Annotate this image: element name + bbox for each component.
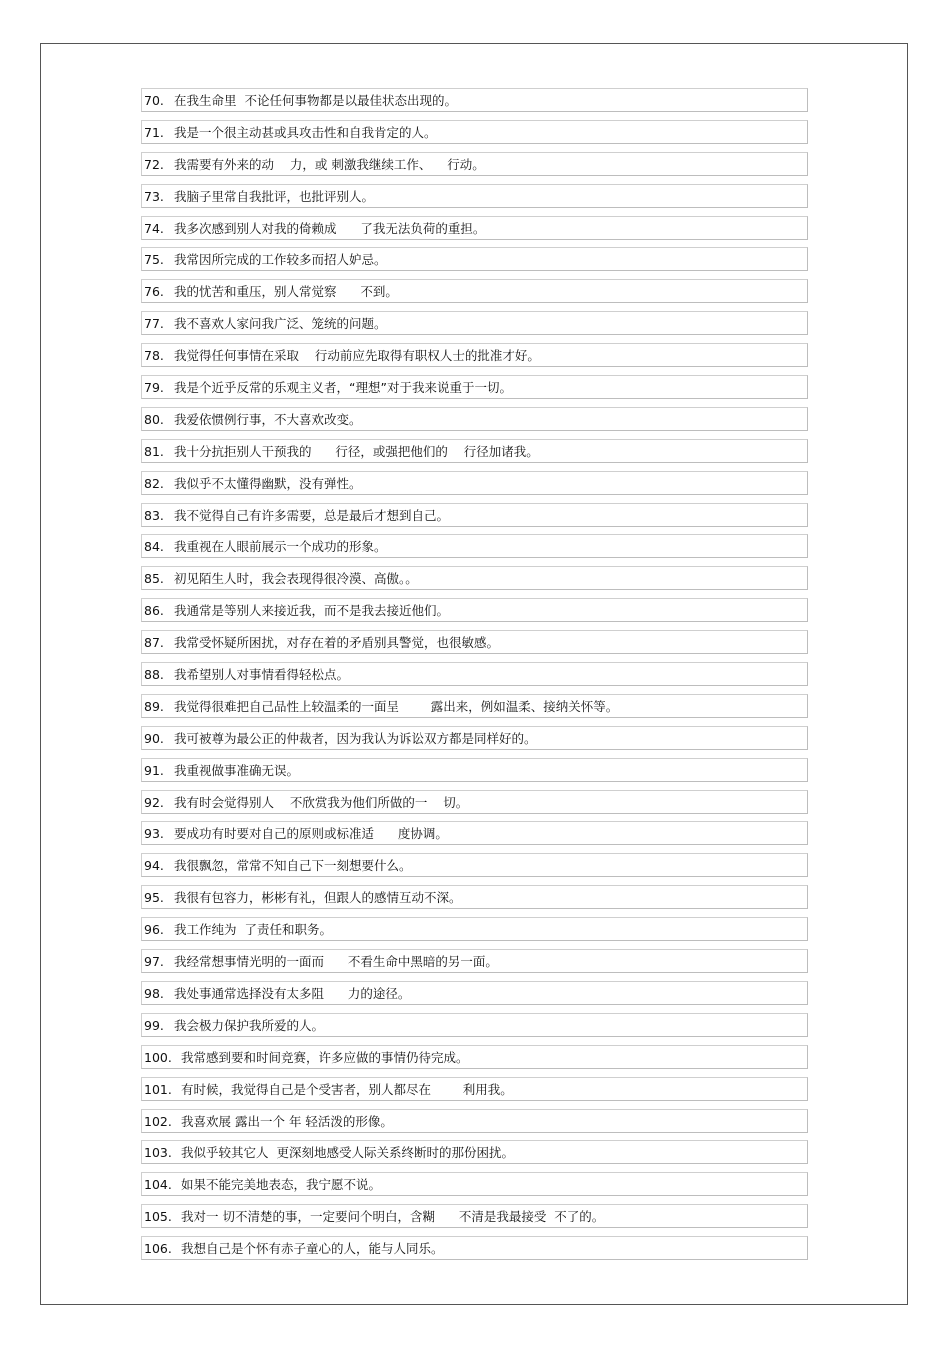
list-item xyxy=(141,1204,808,1228)
list-item xyxy=(141,471,808,495)
item-text: 我觉得很难把自己品性上较温柔的一面呈 露出来，例如温柔、接纳关怀等。 xyxy=(174,698,619,714)
item-number: 85. xyxy=(144,571,164,587)
item-text: 我常因所完成的工作较多而招人妒忌。 xyxy=(174,252,387,268)
list-item xyxy=(141,343,808,367)
list-item xyxy=(141,694,808,718)
item-number: 105. xyxy=(144,1209,172,1225)
list-item xyxy=(141,758,808,782)
item-text: 我常受怀疑所困扰，对存在着的矛盾别具警觉，也很敏感。 xyxy=(174,635,500,651)
item-text: 我是一个很主动甚或具攻击性和自我肯定的人。 xyxy=(174,124,437,140)
item-text: 我觉得任何事情在采取 行动前应先取得有职权人士的批准才好。 xyxy=(174,348,540,364)
item-text: 我是个近乎反常的乐观主义者，“理想”对于我来说重于一切。 xyxy=(174,380,512,396)
item-number: 106. xyxy=(144,1241,172,1257)
item-text: 我很有包容力，彬彬有礼，但跟人的感情互动不深。 xyxy=(174,890,462,906)
item-text: 如果不能完美地表态，我宁愿不说。 xyxy=(181,1177,382,1193)
list-item xyxy=(141,1077,808,1101)
list-item xyxy=(141,1013,808,1037)
list-item xyxy=(141,88,808,112)
item-number: 87. xyxy=(144,635,164,651)
item-number: 93. xyxy=(144,826,164,842)
item-number: 101. xyxy=(144,1081,172,1097)
item-text: 初见陌生人时，我会表现得很冷漠、高傲。。 xyxy=(174,571,418,587)
item-text: 我重视做事准确无误。 xyxy=(174,762,300,778)
item-text: 我需要有外来的动 力，或 刺激我继续工作、 行动。 xyxy=(174,156,485,172)
item-number: 100. xyxy=(144,1049,172,1065)
item-text: 我重视在人眼前展示一个成功的形象。 xyxy=(174,539,387,555)
item-number: 77. xyxy=(144,316,164,332)
list-item xyxy=(141,216,808,240)
list-item xyxy=(141,407,808,431)
item-number: 82. xyxy=(144,475,164,491)
item-number: 99. xyxy=(144,1017,164,1033)
list-item xyxy=(141,949,808,973)
item-text: 我工作纯为 了责任和职务。 xyxy=(174,922,332,938)
item-text: 我处事通常选择没有太多阻 力的途径。 xyxy=(174,985,411,1001)
item-number: 81. xyxy=(144,443,164,459)
item-text: 我似乎不太懂得幽默，没有弹性。 xyxy=(174,475,362,491)
item-text: 我常感到要和时间竞赛，许多应做的事情仍待完成。 xyxy=(181,1049,469,1065)
item-text: 我的忧苦和重压，别人常觉察 不到。 xyxy=(174,284,398,300)
list-item xyxy=(141,247,808,271)
list-item xyxy=(141,630,808,654)
item-text: 我可被尊为最公正的仲裁者，因为我认为诉讼双方都是同样好的。 xyxy=(174,730,537,746)
item-text: 我多次感到别人对我的倚赖成 了我无法负荷的重担。 xyxy=(174,220,486,236)
list-item xyxy=(141,1140,808,1164)
item-number: 89. xyxy=(144,698,164,714)
item-text: 我希望别人对事情看得轻松点。 xyxy=(174,667,350,683)
list-item xyxy=(141,1236,808,1260)
item-number: 94. xyxy=(144,858,164,874)
item-number: 97. xyxy=(144,954,164,970)
item-text: 我通常是等别人来接近我，而不是我去接近他们。 xyxy=(174,603,450,619)
item-text: 有时候，我觉得自己是个受害者，别人都尽在 利用我。 xyxy=(181,1081,513,1097)
list-item xyxy=(141,311,808,335)
questionnaire-list xyxy=(141,88,808,1268)
list-item xyxy=(141,120,808,144)
item-number: 86. xyxy=(144,603,164,619)
list-item xyxy=(141,439,808,463)
list-item xyxy=(141,853,808,877)
item-number: 78. xyxy=(144,348,164,364)
list-item xyxy=(141,375,808,399)
item-number: 80. xyxy=(144,411,164,427)
item-number: 98. xyxy=(144,985,164,1001)
list-item xyxy=(141,726,808,750)
item-number: 70. xyxy=(144,93,164,108)
list-item xyxy=(141,885,808,909)
item-number: 104. xyxy=(144,1177,172,1193)
item-text: 我对一 切不清楚的事，一定要问个明白，含糊 不清是我最接受 不了的。 xyxy=(181,1209,605,1225)
item-number: 102. xyxy=(144,1113,172,1129)
item-number: 95. xyxy=(144,890,164,906)
item-text: 我脑子里常自我批评，也批评别人。 xyxy=(174,188,375,204)
item-number: 73. xyxy=(144,188,164,204)
item-number: 83. xyxy=(144,507,164,523)
list-item xyxy=(141,279,808,303)
list-item xyxy=(141,981,808,1005)
list-item xyxy=(141,598,808,622)
item-number: 103. xyxy=(144,1145,172,1161)
list-item xyxy=(141,1109,808,1133)
item-number: 90. xyxy=(144,730,164,746)
item-number: 84. xyxy=(144,539,164,555)
item-number: 88. xyxy=(144,667,164,683)
item-text: 我会极力保护我所爱的人。 xyxy=(174,1017,325,1033)
item-text: 我很飘忽，常常不知自己下一刻想要什么。 xyxy=(174,858,412,874)
list-item xyxy=(141,917,808,941)
item-text: 要成功有时要对自己的原则或标准适 度协调。 xyxy=(174,826,448,842)
item-number: 91. xyxy=(144,762,164,778)
item-number: 96. xyxy=(144,922,164,938)
item-number: 76. xyxy=(144,284,164,300)
list-item xyxy=(141,790,808,814)
list-item xyxy=(141,534,808,558)
item-text: 我不觉得自己有许多需要，总是最后才想到自己。 xyxy=(174,507,450,523)
item-number: 72. xyxy=(144,156,164,172)
list-item xyxy=(141,566,808,590)
item-number: 79. xyxy=(144,380,164,396)
item-number: 75. xyxy=(144,252,164,268)
item-number: 92. xyxy=(144,794,164,810)
item-text: 我经常想事情光明的一面而 不看生命中黑暗的另一面。 xyxy=(174,954,498,970)
list-item xyxy=(141,662,808,686)
item-number: 74. xyxy=(144,220,164,236)
item-number: 71. xyxy=(144,124,164,140)
list-item xyxy=(141,503,808,527)
list-item xyxy=(141,184,808,208)
item-text: 我十分抗拒别人干预我的 行径，或强把他们的 行径加诸我。 xyxy=(174,443,539,459)
list-item xyxy=(141,1045,808,1069)
item-text: 我似乎较其它人 更深刻地感受人际关系终断时的那份困扰。 xyxy=(181,1145,514,1161)
list-item xyxy=(141,821,808,845)
item-text: 我有时会觉得别人 不欣赏我为他们所做的一 切。 xyxy=(174,794,469,810)
item-text: 我爱依惯例行事，不大喜欢改变。 xyxy=(174,411,362,427)
list-item xyxy=(141,1172,808,1196)
item-text: 我喜欢展 露出一个 年 轻活泼的形像。 xyxy=(181,1113,393,1129)
list-item xyxy=(141,152,808,176)
item-text: 我想自己是个怀有赤子童心的人，能与人同乐。 xyxy=(181,1241,444,1257)
item-text: 我不喜欢人家问我广泛、笼统的问题。 xyxy=(174,316,387,332)
item-text: 在我生命里 不论任何事物都是以最佳状态出现的。 xyxy=(174,93,457,108)
